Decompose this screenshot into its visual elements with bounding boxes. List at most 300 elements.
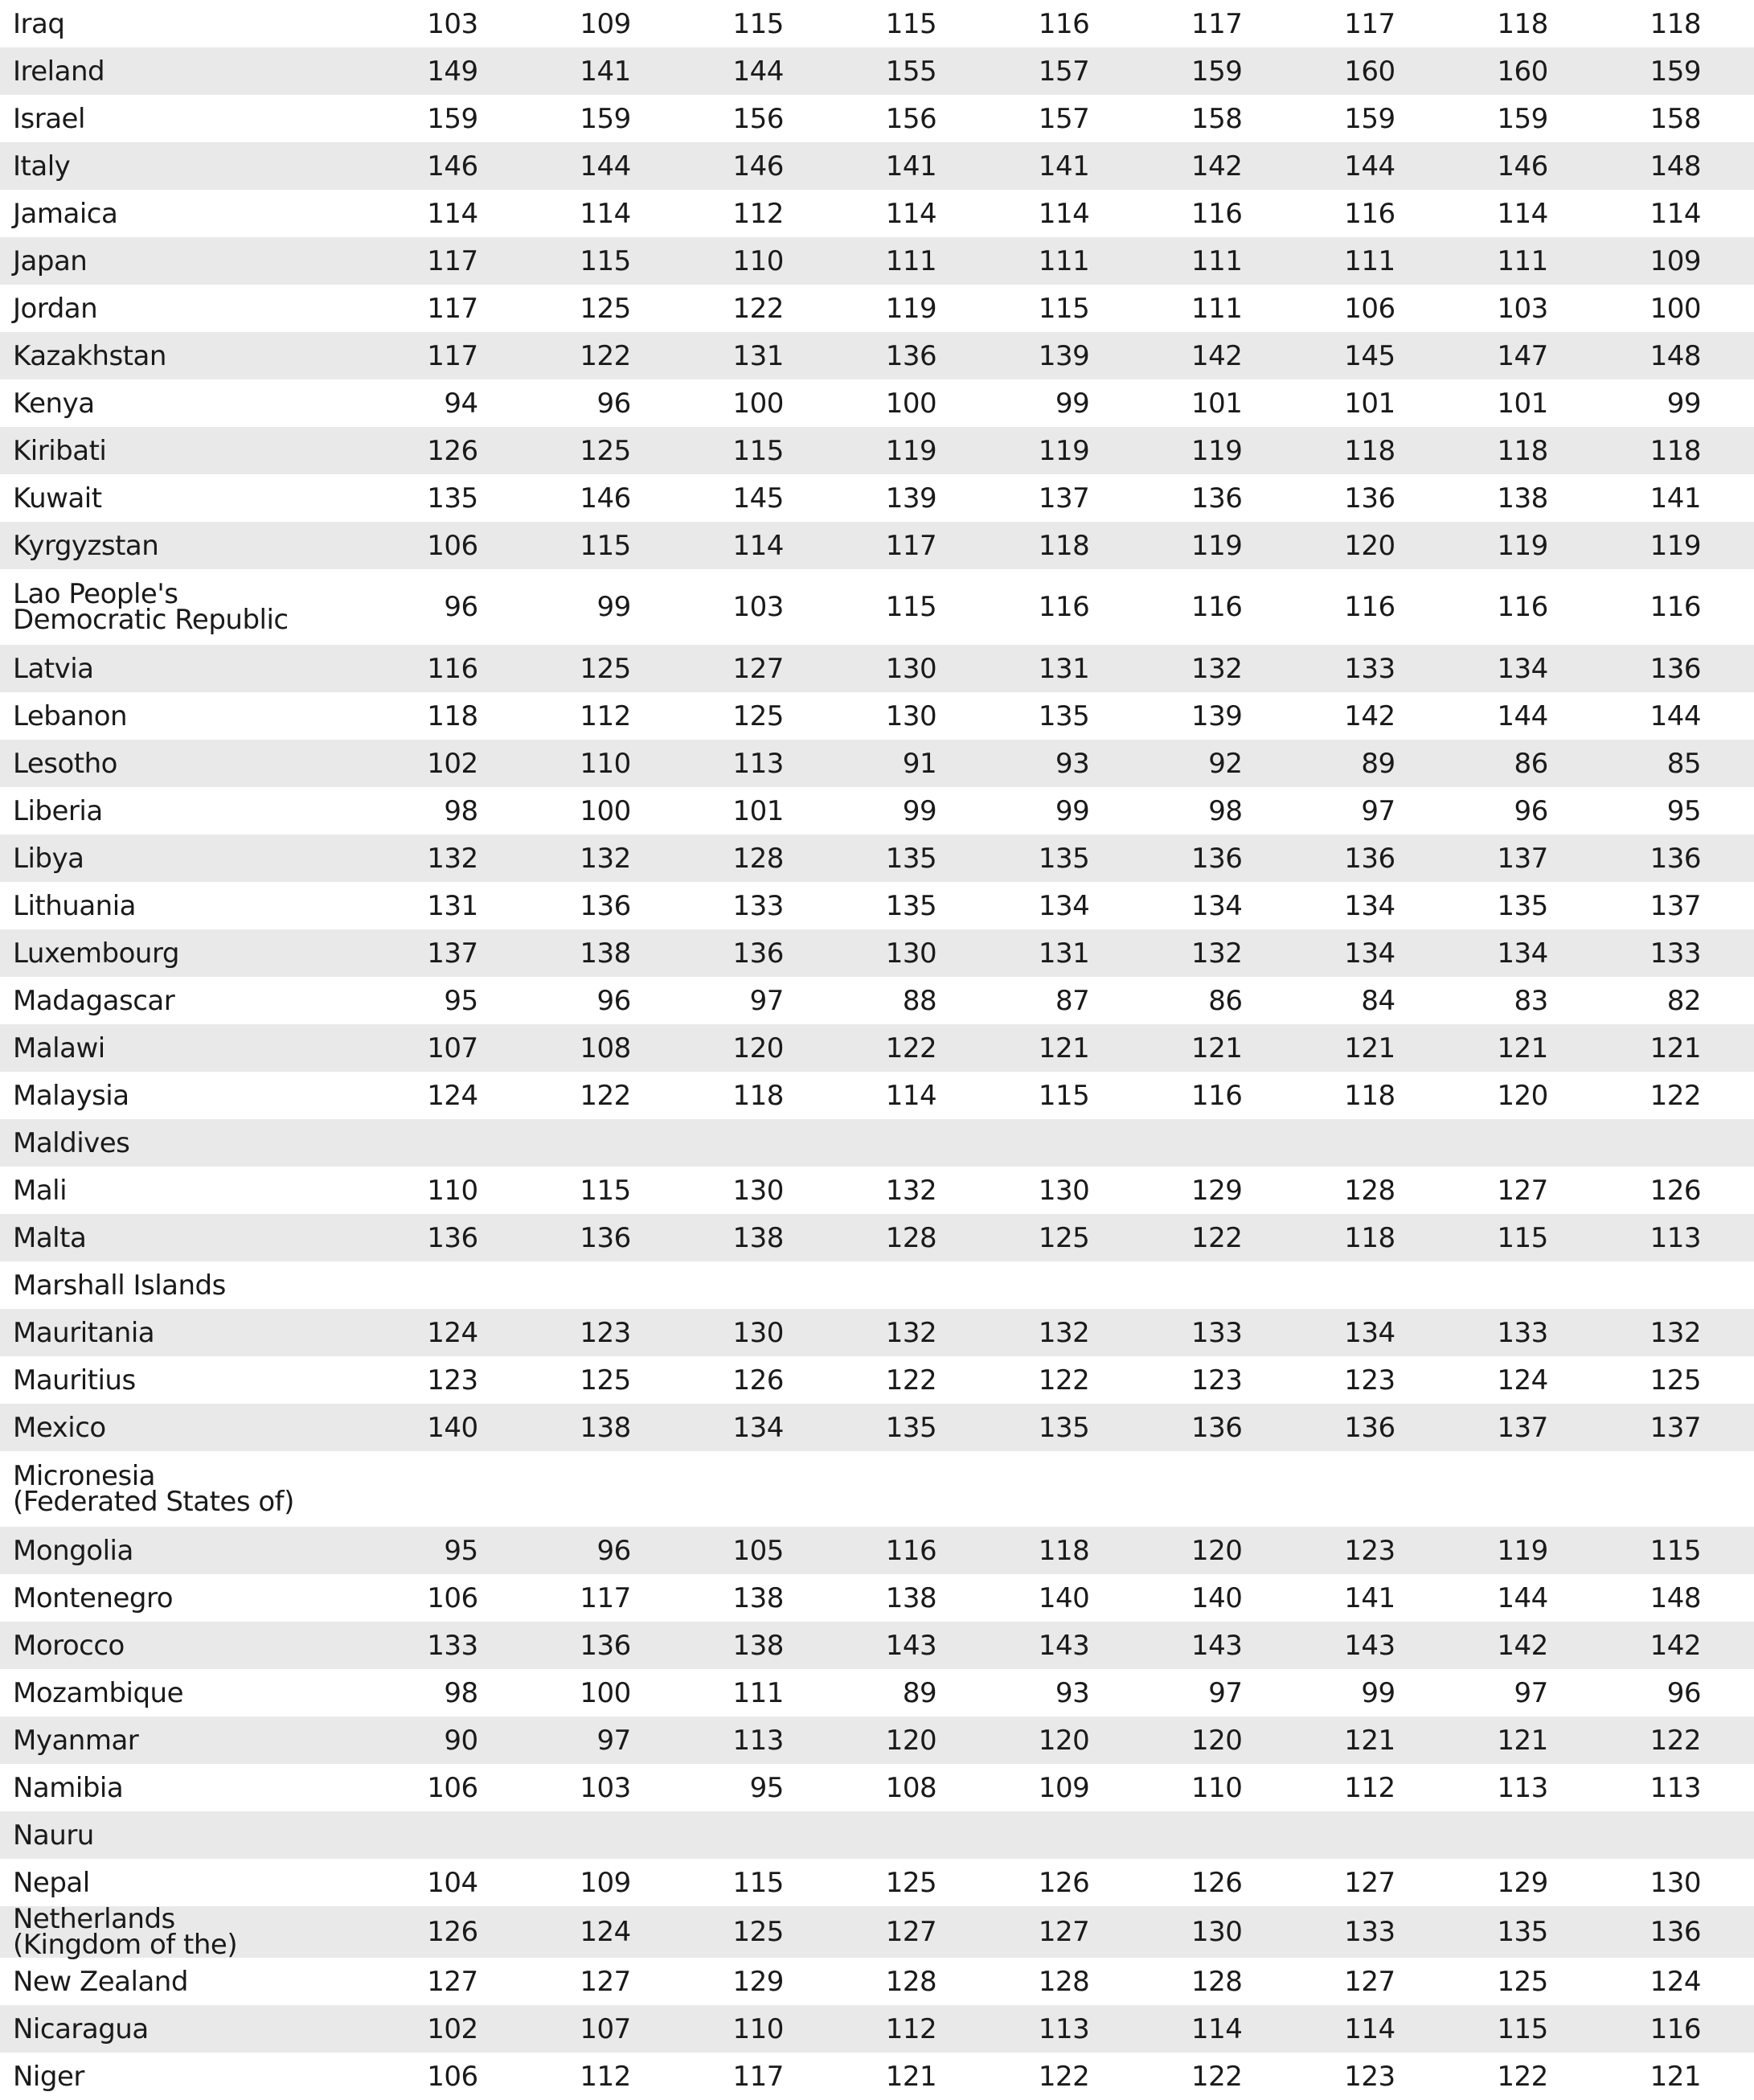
value-cell: 140: [1038, 1581, 1090, 1614]
country-name: Malawi: [13, 1032, 105, 1064]
country-cell: [0, 929, 378, 977]
value-cell: 116: [1191, 1079, 1243, 1112]
country-cell: [0, 237, 378, 285]
table-row: [0, 237, 1754, 285]
value-cell: 159: [1497, 102, 1548, 135]
value-cell: 101: [1344, 387, 1395, 420]
table-row: [0, 285, 1754, 332]
country-name: Kazakhstan: [13, 339, 166, 372]
value-cell: 125: [580, 292, 631, 325]
value-cell: 130: [1142, 1906, 1295, 1958]
table-row: [0, 474, 1754, 522]
table-row: [0, 1859, 1754, 1906]
value-cell: 93: [1055, 1676, 1090, 1709]
country-name: Kiribati: [13, 434, 107, 467]
value-cell: 135: [1497, 889, 1548, 922]
country-cell: [0, 1451, 378, 1527]
table-row: [0, 1764, 1754, 1811]
country-name: Lesotho: [13, 747, 117, 780]
table-row: [0, 1072, 1754, 1119]
country-name: Japan: [13, 244, 88, 277]
value-cell: 120: [1295, 522, 1448, 569]
value-cell: 95: [749, 1771, 784, 1804]
country-cell: [0, 332, 378, 379]
value-cell: 109: [580, 7, 631, 40]
country-cell: [0, 1903, 378, 1961]
value-cell: 143: [990, 1622, 1142, 1669]
value-cell: 97: [1361, 794, 1395, 827]
value-cell: [1142, 1261, 1295, 1309]
country-name: Mongolia: [13, 1534, 133, 1567]
value-cell: 96: [1514, 794, 1548, 827]
country-name: Luxembourg: [13, 937, 179, 970]
value-cell: 156: [885, 102, 937, 135]
value-cell: 130: [837, 645, 990, 692]
country-name: Malaysia: [13, 1079, 129, 1112]
value-cell: 127: [684, 645, 837, 692]
value-cell: 95: [444, 984, 478, 1017]
value-cell: 110: [531, 740, 684, 787]
value-cell: 131: [990, 929, 1142, 977]
value-cell: 137: [1449, 1404, 1601, 1451]
value-cell: 95: [378, 1527, 531, 1574]
value-cell: 113: [1497, 1771, 1548, 1804]
value-cell: 136: [1295, 835, 1448, 882]
value-cell: 134: [1295, 1309, 1448, 1356]
value-cell: 148: [1649, 1581, 1701, 1614]
value-cell: 140: [1191, 1581, 1243, 1614]
country-name: Myanmar: [13, 1724, 139, 1757]
value-cell: 145: [732, 482, 784, 515]
country-name: Nicaragua: [13, 2012, 149, 2045]
country-name: Malta: [13, 1221, 87, 1254]
value-cell: 119: [1142, 427, 1295, 474]
value-cell: 107: [531, 2005, 684, 2053]
value-cell: 127: [990, 1906, 1142, 1958]
value-cell: 146: [580, 482, 631, 515]
value-cell: 143: [1142, 1622, 1295, 1669]
value-cell: 83: [1514, 984, 1548, 1017]
value-cell: 130: [732, 1174, 784, 1207]
value-cell: 118: [1295, 427, 1448, 474]
country-name: Lithuania: [13, 889, 136, 922]
table-row: [0, 1119, 1754, 1167]
value-cell: 118: [1649, 7, 1701, 40]
value-cell: 109: [1038, 1771, 1090, 1804]
value-cell: 136: [580, 889, 631, 922]
value-cell: 116: [837, 1527, 990, 1574]
value-cell: 97: [1208, 1676, 1243, 1709]
table-row: [0, 1024, 1754, 1072]
value-cell: 121: [1449, 1024, 1601, 1072]
value-cell: 133: [732, 889, 784, 922]
value-cell: 134: [684, 1404, 837, 1451]
value-cell: 131: [684, 332, 837, 379]
value-cell: 135: [1038, 699, 1090, 732]
table-row: [0, 142, 1754, 190]
country-cell: [0, 1527, 378, 1574]
value-cell: 128: [1344, 1174, 1395, 1207]
value-cell: [1449, 1119, 1601, 1167]
value-cell: 141: [990, 142, 1142, 190]
value-cell: [1601, 1261, 1754, 1309]
value-cell: 114: [1142, 2005, 1295, 2053]
value-cell: 125: [990, 1214, 1142, 1261]
value-cell: 114: [427, 197, 478, 230]
value-cell: 115: [1038, 292, 1090, 325]
value-cell: 111: [1449, 237, 1601, 285]
value-cell: 120: [990, 1717, 1142, 1764]
value-cell: 120: [684, 1024, 837, 1072]
country-name: Iraq: [13, 7, 65, 40]
value-cell: 114: [1295, 2005, 1448, 2053]
value-cell: 115: [531, 237, 684, 285]
value-cell: 148: [1601, 332, 1754, 379]
value-cell: 112: [1344, 1771, 1395, 1804]
value-cell: 96: [444, 591, 478, 623]
value-cell: 118: [990, 1527, 1142, 1574]
value-cell: 132: [378, 835, 531, 882]
value-cell: 122: [885, 1364, 937, 1397]
country-name: Kuwait: [13, 482, 102, 515]
value-cell: 118: [1497, 7, 1548, 40]
value-cell: 119: [990, 427, 1142, 474]
value-cell: 110: [684, 2005, 837, 2053]
table-row: [0, 95, 1754, 142]
value-cell: 115: [1601, 1527, 1754, 1574]
value-cell: 115: [885, 7, 937, 40]
value-cell: 136: [531, 1622, 684, 1669]
value-cell: 117: [580, 1581, 631, 1614]
value-cell: 144: [531, 142, 684, 190]
value-cell: [1142, 1119, 1295, 1167]
value-cell: 102: [378, 2005, 531, 2053]
value-cell: 115: [1449, 1214, 1601, 1261]
country-cell: [0, 2005, 378, 2053]
value-cell: 136: [1142, 835, 1295, 882]
value-cell: 116: [1344, 197, 1395, 230]
value-cell: 123: [1191, 1364, 1243, 1397]
value-cell: 89: [902, 1676, 937, 1709]
value-cell: 122: [1601, 1717, 1754, 1764]
value-cell: 106: [427, 1581, 478, 1614]
value-cell: 122: [1649, 1079, 1701, 1112]
value-cell: 85: [1601, 740, 1754, 787]
value-cell: [837, 1811, 990, 1859]
value-cell: 123: [1295, 1527, 1448, 1574]
value-cell: 111: [990, 237, 1142, 285]
value-cell: 141: [837, 142, 990, 190]
value-cell: 144: [1497, 699, 1548, 732]
value-cell: 128: [885, 1965, 937, 1998]
value-cell: 144: [1295, 142, 1448, 190]
value-cell: [1449, 1811, 1601, 1859]
table-row: [0, 427, 1754, 474]
value-cell: [684, 1811, 837, 1859]
value-cell: 103: [580, 1771, 631, 1804]
country-name: Nauru: [13, 1819, 94, 1852]
value-cell: 147: [1449, 332, 1601, 379]
value-cell: 139: [1191, 699, 1243, 732]
value-cell: 121: [1601, 1024, 1754, 1072]
value-cell: 135: [885, 889, 937, 922]
table-row: [0, 645, 1754, 692]
value-cell: 126: [1038, 1866, 1090, 1899]
country-cell: [0, 1717, 378, 1764]
value-cell: 136: [837, 332, 990, 379]
value-cell: 133: [1295, 1906, 1448, 1958]
value-cell: 143: [837, 1622, 990, 1669]
value-cell: 136: [1601, 645, 1754, 692]
value-cell: 108: [531, 1024, 684, 1072]
country-name: Ireland: [13, 55, 105, 88]
value-cell: 82: [1666, 984, 1701, 1017]
value-cell: 126: [732, 1364, 784, 1397]
value-cell: 144: [684, 47, 837, 95]
value-cell: 146: [1449, 142, 1601, 190]
country-cell: [0, 95, 378, 142]
country-cell: [0, 835, 378, 882]
value-cell: 116: [1497, 591, 1548, 623]
country-cell: [0, 787, 378, 835]
value-cell: 158: [1191, 102, 1243, 135]
value-cell: 137: [1649, 889, 1701, 922]
value-cell: 159: [1142, 47, 1295, 95]
value-cell: 144: [1649, 699, 1701, 732]
value-cell: 123: [1344, 1364, 1395, 1397]
value-cell: 124: [378, 1309, 531, 1356]
country-name: New Zealand: [13, 1965, 188, 1998]
value-cell: 127: [580, 1965, 631, 1998]
value-cell: 159: [1344, 102, 1395, 135]
value-cell: 122: [1191, 2060, 1243, 2093]
value-cell: 160: [1295, 47, 1448, 95]
value-cell: 125: [531, 427, 684, 474]
country-cell: [0, 47, 378, 95]
value-cell: 126: [1649, 1174, 1701, 1207]
value-cell: 120: [1142, 1527, 1295, 1574]
value-cell: 143: [1295, 1622, 1448, 1669]
value-cell: 135: [990, 1404, 1142, 1451]
value-cell: 127: [1344, 1866, 1395, 1899]
value-cell: 111: [732, 1676, 784, 1709]
value-cell: [1295, 1261, 1448, 1309]
country-name: Morocco: [13, 1629, 125, 1662]
value-cell: 132: [837, 1309, 990, 1356]
value-cell: 114: [1038, 197, 1090, 230]
country-name: Montenegro: [13, 1581, 174, 1614]
table-row: [0, 1622, 1754, 1669]
country-cell: [0, 1574, 378, 1622]
value-cell: 115: [885, 591, 937, 623]
value-cell: [531, 1119, 684, 1167]
value-cell: 100: [732, 387, 784, 420]
value-cell: 124: [1649, 1965, 1701, 1998]
value-cell: 133: [378, 1622, 531, 1669]
country-cell: [0, 1404, 378, 1451]
value-cell: 89: [1295, 740, 1448, 787]
country-cell: [0, 427, 378, 474]
table-row: [0, 1356, 1754, 1404]
value-cell: 134: [1295, 929, 1448, 977]
value-cell: 122: [580, 1079, 631, 1112]
country-cell: [0, 285, 378, 332]
table-row: [0, 1309, 1754, 1356]
country-name: Italy: [13, 150, 71, 183]
table-row: [0, 2053, 1754, 2100]
value-cell: 125: [732, 699, 784, 732]
value-cell: [1295, 1811, 1448, 1859]
value-cell: 146: [684, 142, 837, 190]
value-cell: 118: [1449, 427, 1601, 474]
value-cell: 134: [1449, 645, 1601, 692]
value-cell: 106: [427, 2060, 478, 2093]
value-cell: 138: [684, 1214, 837, 1261]
value-cell: 111: [1295, 237, 1448, 285]
value-cell: [378, 1261, 531, 1309]
value-cell: 127: [837, 1906, 990, 1958]
value-cell: 110: [684, 237, 837, 285]
value-cell: 88: [902, 984, 937, 1017]
country-cell: [0, 645, 378, 692]
value-cell: 137: [1449, 835, 1601, 882]
value-cell: 141: [1344, 1581, 1395, 1614]
value-cell: 99: [902, 794, 937, 827]
value-cell: [990, 1451, 1142, 1527]
value-cell: 116: [1038, 591, 1090, 623]
value-cell: 123: [1344, 2060, 1395, 2093]
value-cell: 103: [427, 7, 478, 40]
value-cell: 141: [531, 47, 684, 95]
value-cell: 130: [837, 929, 990, 977]
value-cell: 124: [1497, 1364, 1548, 1397]
value-cell: 121: [1142, 1024, 1295, 1072]
country-cell: [0, 1669, 378, 1717]
value-cell: 128: [684, 835, 837, 882]
value-cell: 134: [1038, 889, 1090, 922]
value-cell: 119: [1449, 1527, 1601, 1574]
value-cell: 132: [885, 1174, 937, 1207]
country-name: Israel: [13, 102, 85, 135]
value-cell: 122: [531, 332, 684, 379]
value-cell: 139: [885, 482, 937, 515]
value-cell: 121: [1295, 1024, 1448, 1072]
value-cell: 117: [378, 332, 531, 379]
country-cell: [0, 1958, 378, 2005]
country-cell: [0, 142, 378, 190]
value-cell: 117: [378, 237, 531, 285]
value-cell: [684, 1451, 837, 1527]
country-cell: [0, 1859, 378, 1906]
value-cell: 111: [837, 237, 990, 285]
value-cell: 132: [531, 835, 684, 882]
value-cell: 98: [444, 1676, 478, 1709]
country-name: Mexico: [13, 1411, 106, 1444]
value-cell: [378, 1119, 531, 1167]
table-row: [0, 1574, 1754, 1622]
value-cell: 119: [1142, 522, 1295, 569]
value-cell: 137: [1038, 482, 1090, 515]
value-cell: 99: [1055, 387, 1090, 420]
value-cell: [531, 1811, 684, 1859]
country-name: Mauritius: [13, 1364, 136, 1397]
value-cell: 104: [427, 1866, 478, 1899]
country-name: Nepal: [13, 1866, 90, 1899]
value-cell: 117: [427, 292, 478, 325]
value-cell: 134: [1449, 929, 1601, 977]
value-cell: 123: [427, 1364, 478, 1397]
value-cell: [378, 1451, 531, 1527]
value-cell: 136: [531, 1214, 684, 1261]
country-cell: [0, 692, 378, 740]
value-cell: 86: [1449, 740, 1601, 787]
table-row: [0, 787, 1754, 835]
value-cell: 144: [1497, 1581, 1548, 1614]
value-cell: 122: [1038, 1364, 1090, 1397]
value-cell: 114: [684, 522, 837, 569]
value-cell: 145: [1295, 332, 1448, 379]
value-cell: 117: [1191, 7, 1243, 40]
country-name: Lao People's Democratic Republic: [13, 578, 289, 636]
country-name: Jordan: [13, 292, 98, 325]
value-cell: 113: [1649, 1771, 1701, 1804]
value-cell: 121: [1649, 2060, 1701, 2093]
value-cell: 87: [1055, 984, 1090, 1017]
value-cell: 115: [1449, 2005, 1601, 2053]
country-cell: [0, 522, 378, 569]
value-cell: 127: [1344, 1965, 1395, 1998]
value-cell: 124: [531, 1906, 684, 1958]
value-cell: 132: [1142, 929, 1295, 977]
value-cell: 125: [885, 1866, 937, 1899]
value-cell: 96: [596, 387, 631, 420]
value-cell: 129: [732, 1965, 784, 1998]
value-cell: 112: [580, 699, 631, 732]
value-cell: 128: [1191, 1965, 1243, 1998]
value-cell: 118: [427, 699, 478, 732]
value-cell: 134: [1191, 889, 1243, 922]
value-cell: 136: [1295, 1404, 1448, 1451]
value-cell: 96: [596, 984, 631, 1017]
value-cell: 99: [1055, 794, 1090, 827]
value-cell: 157: [990, 47, 1142, 95]
value-cell: 125: [580, 1364, 631, 1397]
value-cell: 132: [990, 1309, 1142, 1356]
value-cell: 109: [580, 1866, 631, 1899]
value-cell: 94: [444, 387, 478, 420]
table-row: [0, 47, 1754, 95]
value-cell: 109: [1601, 237, 1754, 285]
value-cell: 142: [1142, 142, 1295, 190]
table-row: [0, 379, 1754, 427]
value-cell: 141: [1649, 482, 1701, 515]
value-cell: 120: [837, 1717, 990, 1764]
value-cell: 130: [1649, 1866, 1701, 1899]
value-cell: 84: [1361, 984, 1395, 1017]
value-cell: 136: [1601, 1906, 1754, 1958]
value-cell: 142: [1449, 1622, 1601, 1669]
value-cell: 114: [1649, 197, 1701, 230]
value-cell: 114: [1497, 197, 1548, 230]
table-row: [0, 332, 1754, 379]
value-cell: 135: [837, 835, 990, 882]
value-cell: 97: [1514, 1676, 1548, 1709]
value-cell: 132: [1142, 645, 1295, 692]
country-name: Libya: [13, 842, 84, 875]
value-cell: 110: [427, 1174, 478, 1207]
value-cell: 134: [1344, 889, 1395, 922]
country-name: Madagascar: [13, 984, 175, 1017]
